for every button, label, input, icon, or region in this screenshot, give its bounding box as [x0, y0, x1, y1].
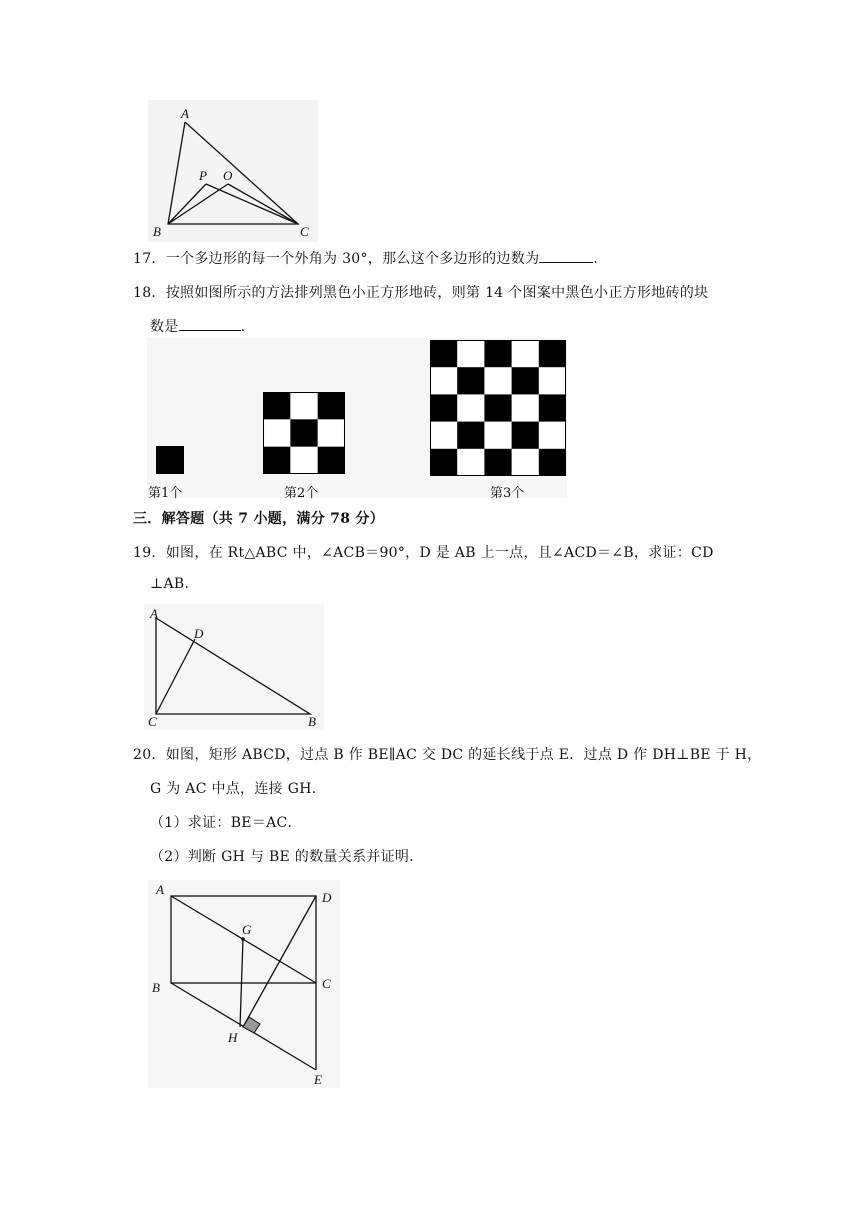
label-d: D — [322, 890, 332, 905]
label-b: B — [308, 714, 316, 729]
figure-right-triangle-abc-d — [144, 604, 324, 730]
question-19-line2: ⊥AB. — [150, 576, 190, 592]
label-e: E — [314, 1072, 322, 1087]
q17-answer-blank — [539, 248, 593, 263]
label-c: C — [322, 976, 331, 991]
question-20-part2: （2）判断 GH 与 BE 的数量关系并证明． — [150, 849, 424, 865]
label-b: B — [153, 224, 161, 239]
q18-answer-blank — [179, 316, 241, 331]
question-17 — [133, 248, 598, 268]
label-h: H — [228, 1030, 238, 1045]
q18-end: . — [240, 319, 246, 335]
question-20-part1: （1）求证：BE＝AC． — [150, 815, 302, 831]
tile-pattern-1 — [156, 446, 184, 474]
q17-text: 17．一个多边形的每一个外角为 30°，那么这个多边形的边数为 — [133, 251, 540, 267]
label-o: O — [223, 168, 233, 183]
label-p: P — [199, 168, 207, 183]
label-c: C — [300, 224, 309, 239]
figure-rectangle-abcd — [148, 880, 340, 1088]
question-20-line1: 20．如图，矩形 ABCD，过点 B 作 BE∥AC 交 DC 的延长线于点 E．过点 D 作 DH⊥BE 于 H， — [133, 747, 762, 763]
figure-triangle-abc-po — [148, 100, 318, 242]
caption-pattern-2: 第2个 — [284, 486, 319, 501]
label-a: A — [156, 882, 164, 897]
caption-pattern-1: 第1个 — [148, 486, 183, 501]
label-b: B — [152, 980, 160, 995]
caption-pattern-3: 第3个 — [490, 486, 525, 501]
tile-pattern-3 — [430, 340, 566, 476]
label-g: G — [242, 922, 252, 937]
label-a: A — [181, 106, 189, 121]
question-18-line1: 18．按照如图所示的方法排列黑色小正方形地砖，则第 14 个图案中黑色小正方形地砖的块 — [133, 285, 709, 301]
section-3-heading: 三．解答题（共 7 小题，满分 78 分） — [133, 511, 385, 527]
tile-pattern-2 — [263, 392, 345, 474]
q18-line2-text: 数是 — [150, 319, 179, 335]
question-20-line2: G 为 AC 中点，连接 GH． — [150, 781, 326, 797]
q17-end: . — [593, 251, 599, 267]
label-a: A — [150, 606, 158, 621]
label-d: D — [194, 626, 204, 641]
question-18-line2 — [150, 316, 245, 336]
label-c: C — [148, 714, 157, 729]
question-19-line1: 19．如图，在 Rt△ABC 中，∠ACB＝90°，D 是 AB 上一点，且∠ACD＝∠B，求证：CD — [133, 545, 714, 561]
